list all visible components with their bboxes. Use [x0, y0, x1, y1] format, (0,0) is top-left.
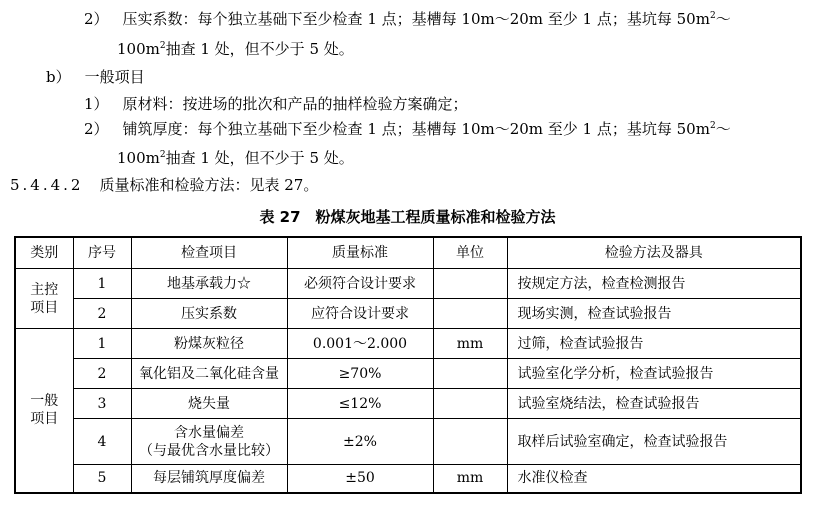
table-header-row: [15, 237, 801, 269]
body-line: [84, 8, 731, 30]
test-method: 试验室化学分析，检查试验报告: [507, 359, 801, 389]
section-number: 5.4.4.2: [10, 176, 84, 194]
line-text: ～: [715, 10, 731, 28]
list-marker: 2）: [84, 120, 109, 138]
unit: [433, 419, 507, 465]
quality-standard: 应符合设计要求: [287, 299, 433, 329]
line-text: 压实系数：每个独立基础下至少检查 1 点；基槽每 10m～20m 至少 1 点；基坑每 50m: [122, 10, 710, 28]
body-line: [84, 118, 731, 140]
unit: [433, 299, 507, 329]
check-item: 地基承载力☆: [131, 269, 287, 299]
body-line: [84, 93, 468, 115]
table-row: [15, 329, 801, 359]
quality-standard: 0.001～2.000: [287, 329, 433, 359]
test-method: 按规定方法，检查检测报告: [507, 269, 801, 299]
unit: mm: [433, 465, 507, 493]
category-cell: 一般 项目: [15, 329, 73, 493]
quality-standard-table: [14, 236, 802, 494]
quality-standard: ≥70%: [287, 359, 433, 389]
test-method: 过筛，检查试验报告: [507, 329, 801, 359]
list-marker: b）: [46, 68, 71, 86]
row-number: 3: [73, 389, 131, 419]
test-method: 取样后试验室确定，检查试验报告: [507, 419, 801, 465]
row-number: 1: [73, 269, 131, 299]
unit: mm: [433, 329, 507, 359]
body-line: [117, 147, 354, 169]
row-number: 1: [73, 329, 131, 359]
body-line: [46, 66, 145, 88]
superscript: 2: [159, 41, 166, 51]
test-method: 试验室烧结法，检查试验报告: [507, 389, 801, 419]
section-heading: [10, 174, 318, 196]
list-marker: 1）: [84, 95, 109, 113]
line-text: 铺筑厚度：每个独立基础下至少检查 1 点；基槽每 10m～20m 至少 1 点；基坑每 50m: [122, 120, 710, 138]
row-number: 5: [73, 465, 131, 493]
table-row: [15, 299, 801, 329]
column-header: 序号: [73, 237, 131, 269]
line-text: 100m: [117, 149, 160, 167]
check-item: 粉煤灰粒径: [131, 329, 287, 359]
table-row: [15, 419, 801, 465]
table-row: [15, 269, 801, 299]
superscript: 2: [709, 121, 716, 131]
test-method: 水准仪检查: [507, 465, 801, 493]
line-text: 质量标准和检验方法：见表 27。: [99, 176, 319, 194]
row-number: 2: [73, 359, 131, 389]
table-row: [15, 359, 801, 389]
table-caption: 表 27 粉煤灰地基工程质量标准和检验方法: [259, 208, 556, 226]
line-text: ～: [715, 120, 731, 138]
column-header: 单位: [433, 237, 507, 269]
column-header: 类别: [15, 237, 73, 269]
check-item: 含水量偏差 （与最优含水量比较）: [131, 419, 287, 465]
quality-standard: ±2%: [287, 419, 433, 465]
table-row: [15, 389, 801, 419]
unit: [433, 359, 507, 389]
check-item: 烧失量: [131, 389, 287, 419]
check-item: 氧化铝及二氧化硅含量: [131, 359, 287, 389]
column-header: 检查项目: [131, 237, 287, 269]
table-row: [15, 465, 801, 493]
column-header: 检验方法及器具: [507, 237, 801, 269]
line-text: 抽查 1 处，但不少于 5 处。: [165, 149, 354, 167]
row-number: 2: [73, 299, 131, 329]
check-item: 每层铺筑厚度偏差: [131, 465, 287, 493]
quality-standard: ≤12%: [287, 389, 433, 419]
unit: [433, 389, 507, 419]
quality-standard: ±50: [287, 465, 433, 493]
line-text: 抽查 1 处，但不少于 5 处。: [165, 40, 354, 58]
line-text: 100m: [117, 40, 160, 58]
line-text: 原材料：按进场的批次和产品的抽样检验方案确定；: [122, 95, 468, 113]
row-number: 4: [73, 419, 131, 465]
check-item: 压实系数: [131, 299, 287, 329]
category-cell: 主控 项目: [15, 269, 73, 329]
test-method: 现场实测，检查试验报告: [507, 299, 801, 329]
superscript: 2: [709, 11, 716, 21]
quality-standard: 必须符合设计要求: [287, 269, 433, 299]
list-marker: 2）: [84, 10, 109, 28]
unit: [433, 269, 507, 299]
line-text: 一般项目: [84, 68, 145, 86]
superscript: 2: [159, 150, 166, 160]
column-header: 质量标准: [287, 237, 433, 269]
body-line: [117, 38, 354, 60]
